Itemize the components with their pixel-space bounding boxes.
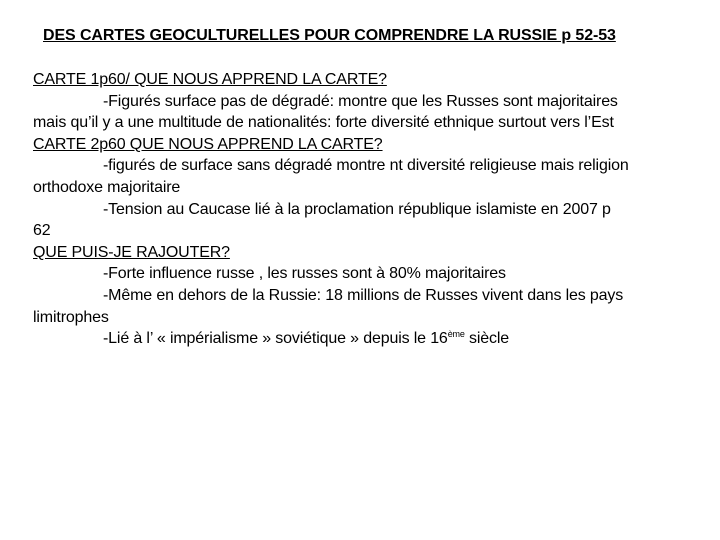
body-line: limitrophes	[33, 308, 109, 326]
heading-que-puis-je: QUE PUIS-JE RAJOUTER?	[33, 243, 230, 261]
body-line: -figurés de surface sans dégradé montre nt diversité religieuse mais religion	[103, 157, 629, 175]
body-text: -Lié à l’ « impérialisme » soviétique » depuis le 16	[103, 330, 448, 348]
slide-title: DES CARTES GEOCULTURELLES POUR COMPRENDRE LA RUSSIE p 52-53	[43, 27, 616, 44]
body-line	[33, 328, 715, 350]
body-line: -Forte influence russe , les russes sont à 80% majoritaires	[103, 265, 506, 283]
body-line: orthodoxe majoritaire	[33, 178, 181, 196]
slide-body	[33, 69, 715, 350]
body-line: mais qu’il y a une multitude de nationalités: forte diversité ethnique surtout vers l’Est	[33, 114, 614, 132]
superscript: ème	[447, 329, 465, 340]
body-line: -Tension au Caucase lié à la proclamation république islamiste en 2007 p	[103, 200, 611, 218]
body-text: siècle	[464, 330, 510, 348]
heading-carte-2: CARTE 2p60 QUE NOUS APPREND LA CARTE?	[33, 135, 383, 153]
body-line: 62	[33, 222, 51, 240]
body-line: -Même en dehors de la Russie: 18 millions de Russes vivent dans les pays	[103, 286, 624, 304]
heading-carte-1: CARTE 1p60/ QUE NOUS APPREND LA CARTE?	[33, 71, 387, 88]
body-line: -Figurés surface pas de dégradé: montre que les Russes sont majoritaires	[103, 92, 618, 110]
